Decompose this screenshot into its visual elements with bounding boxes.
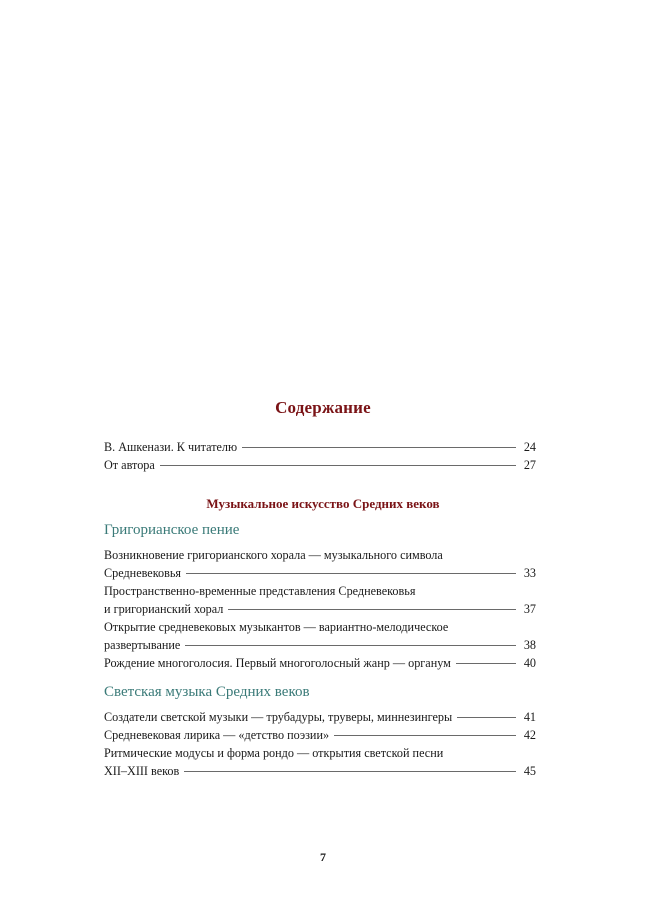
toc-entry-text-cont: XII–XIII веков: [104, 764, 180, 778]
page-number: 7: [320, 850, 326, 864]
section-title-secular: Светская музыка Средних веков: [104, 684, 310, 700]
toc-entry-text: Пространственно-временные представления Средневековья: [104, 584, 416, 598]
toc-page-number: 41: [523, 710, 536, 724]
dot-leader: [456, 663, 516, 664]
toc-page-number: 24: [523, 440, 536, 454]
toc-entry-text: Рождение многоголосия. Первый многоголосный жанр — органум: [104, 656, 451, 670]
dot-leader: [242, 447, 516, 448]
toc-entry: [104, 546, 536, 582]
toc-entry-text: Создатели светской музыки — трубадуры, труверы, миннезингеры: [104, 710, 453, 724]
toc-entry: [104, 582, 536, 618]
toc-page-number: 37: [523, 602, 536, 616]
toc-entry: [104, 708, 536, 726]
toc-entry-text: От автора: [104, 458, 155, 472]
toc-entry-reader: [104, 438, 536, 456]
toc-entry: [104, 654, 536, 672]
toc-page-number: 33: [523, 566, 536, 580]
toc-entry-text-cont: развертывание: [104, 638, 181, 652]
toc-entry-text: Средневековая лирика — «детство поэзии»: [104, 728, 330, 742]
toc-page-number: 27: [523, 458, 536, 472]
dot-leader: [185, 645, 516, 646]
toc-entry: [104, 618, 536, 654]
toc-entry-text-cont: Средневековья: [104, 566, 182, 580]
dot-leader: [228, 609, 516, 610]
dot-leader: [160, 465, 516, 466]
toc-entry-text: Ритмические модусы и форма рондо — открытия светской песни: [104, 746, 444, 760]
toc-entry-text: В. Ашкенази. К читателю: [104, 440, 238, 454]
toc-entry-text-cont: и григорианский хорал: [104, 602, 224, 616]
toc-page-number: 45: [523, 764, 536, 778]
dot-leader: [457, 717, 516, 718]
page-title: Содержание: [275, 398, 371, 417]
toc-page-number: 42: [523, 728, 536, 742]
toc-entry: [104, 726, 536, 744]
toc-entry-author: [104, 456, 536, 474]
toc-entry: [104, 744, 536, 780]
toc-page-number: 38: [523, 638, 536, 652]
toc-page-number: 40: [523, 656, 536, 670]
dot-leader: [186, 573, 516, 574]
toc-entry-text: Возникновение григорианского хорала — музыкального символа: [104, 548, 443, 562]
section-title-gregorian: Григорианское пение: [104, 522, 240, 538]
dot-leader: [184, 771, 516, 772]
part-title: Музыкальное искусство Средних веков: [206, 496, 440, 511]
dot-leader: [334, 735, 516, 736]
toc-entry-text: Открытие средневековых музыкантов — вариантно-мелодическое: [104, 620, 449, 634]
